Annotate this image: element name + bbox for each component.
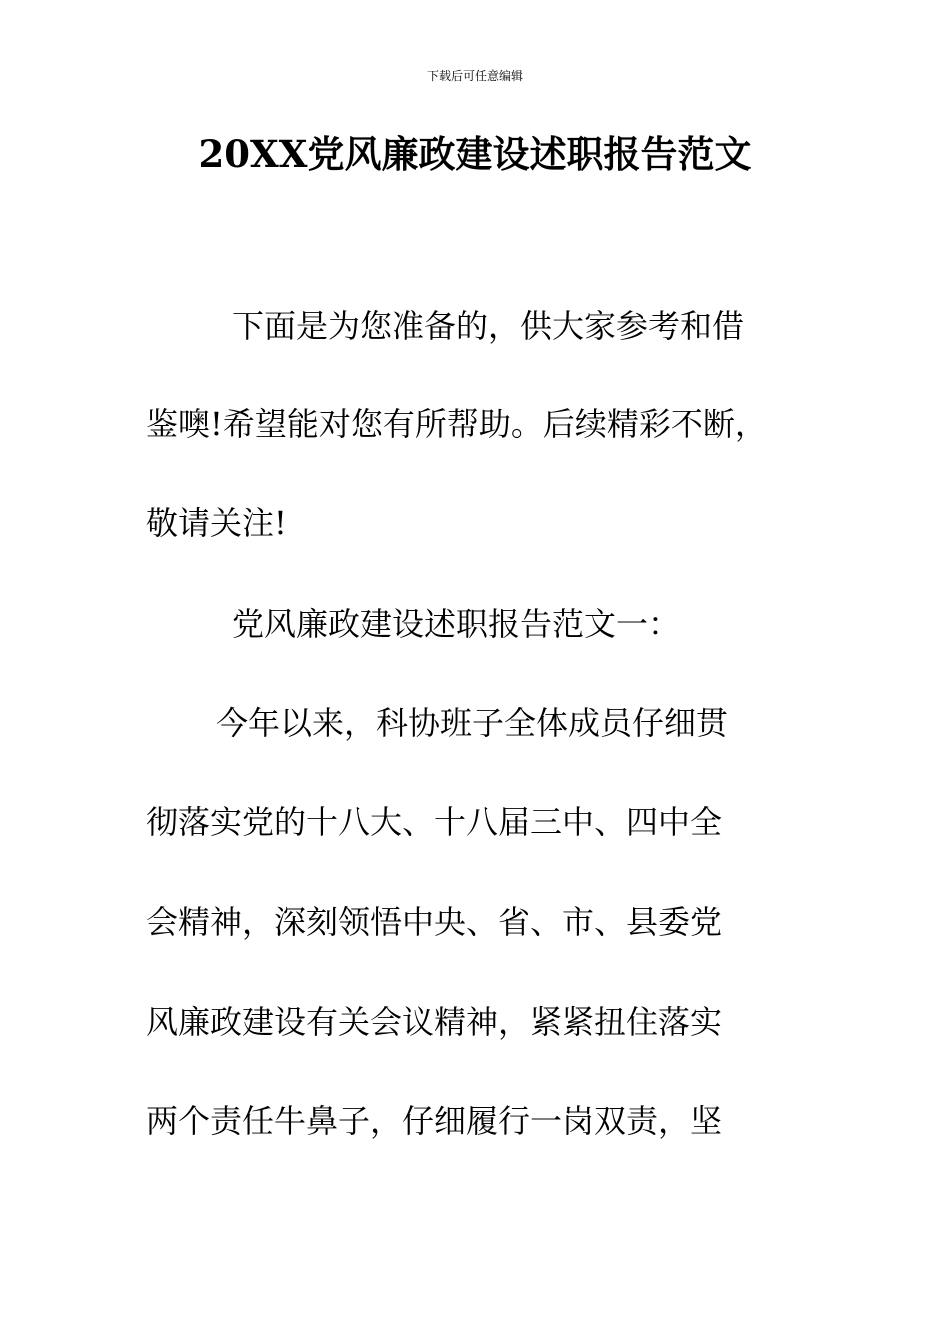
- body-line-5: 两个责任牛鼻子，仔细履行一岗双责，坚: [146, 1102, 723, 1140]
- intro-line-3: 敬请关注!: [146, 504, 287, 542]
- body-line-4: 风廉政建设有关会议精神，紧紧扭住落实: [146, 1003, 723, 1041]
- document-title: 20XX党风廉政建设述职报告范文: [198, 132, 752, 176]
- body-line-3: 会精神，深刻领悟中央、省、市、县委党: [146, 903, 723, 941]
- section-heading: 党风廉政建设述职报告范文一：: [232, 605, 681, 643]
- body-line-2: 彻落实党的十八大、十八届三中、四中全: [146, 803, 723, 841]
- intro-line-1: 下面是为您准备的，供大家参考和借: [232, 307, 745, 345]
- body-line-1: 今年以来，科协班子全体成员仔细贯: [216, 704, 729, 742]
- header-note: 下载后可任意编辑: [426, 69, 523, 83]
- intro-line-2: 鉴噢!希望能对您有所帮助。后续精彩不断，: [146, 405, 767, 443]
